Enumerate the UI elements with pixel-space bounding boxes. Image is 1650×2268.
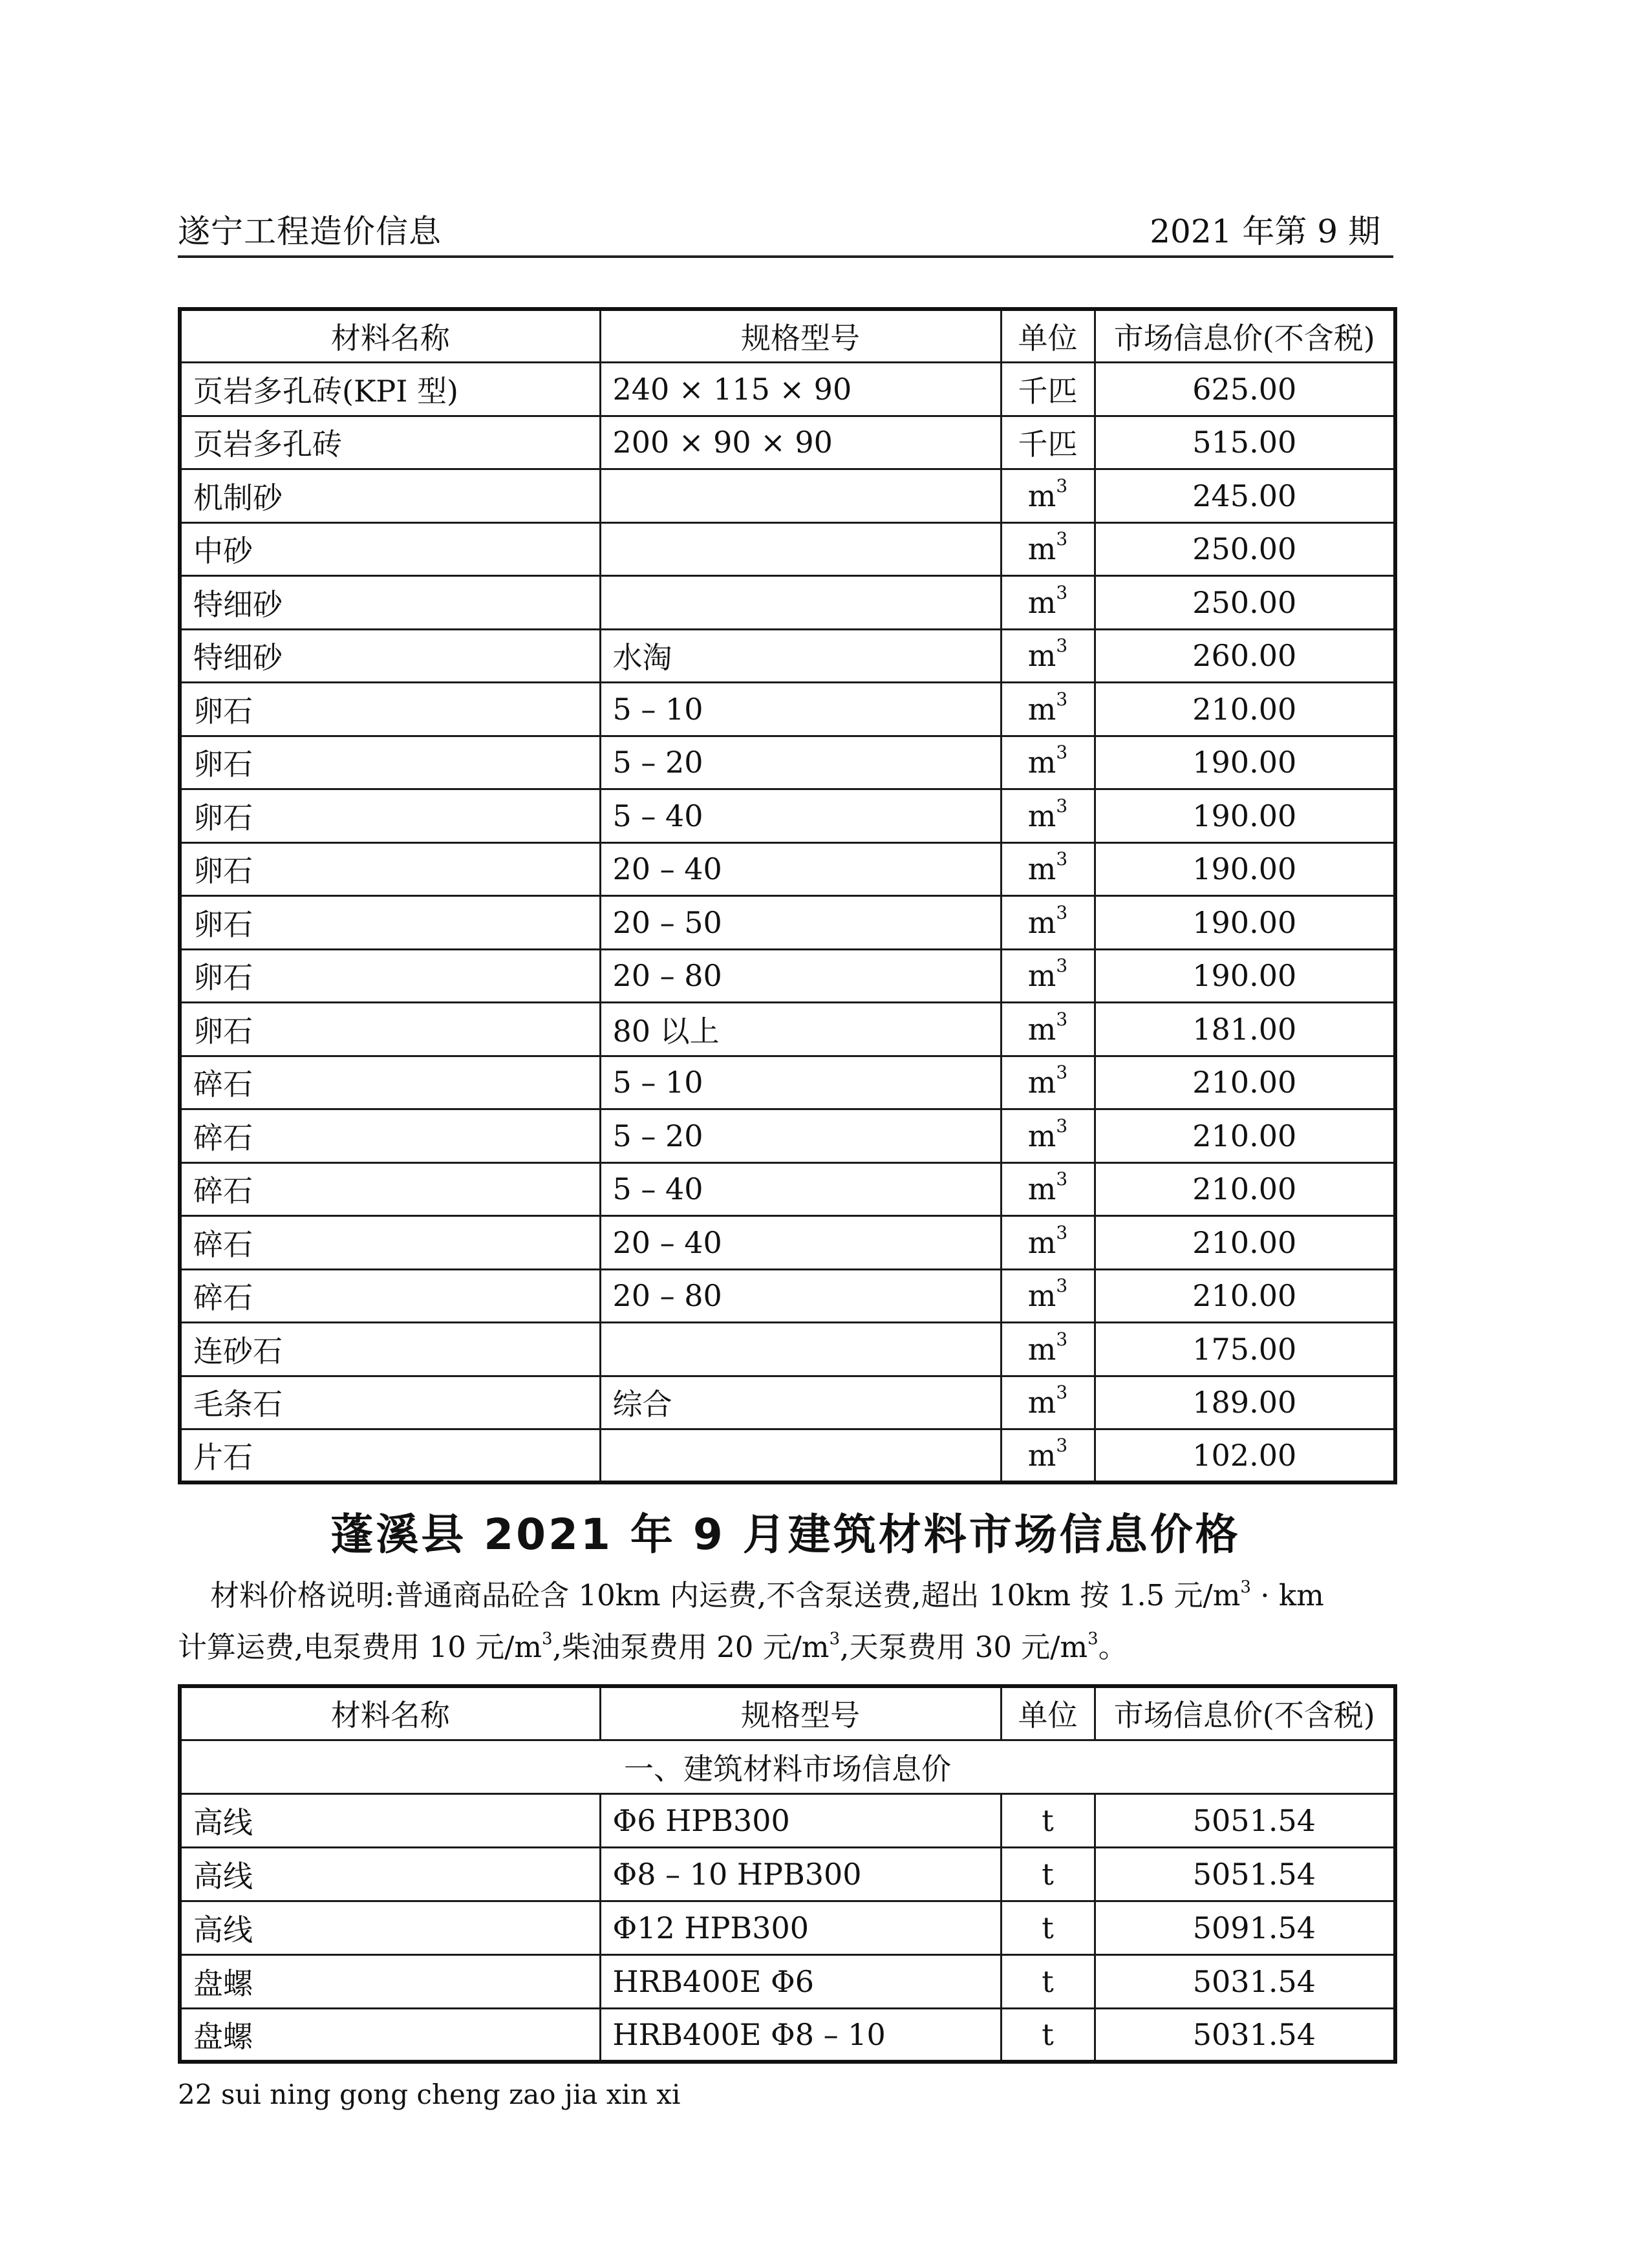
unit-text: m <box>1027 745 1056 780</box>
material-name: 卵石 <box>180 949 600 1003</box>
material-unit <box>1001 629 1095 683</box>
material-name: 碎石 <box>180 1162 600 1216</box>
material-name: 卵石 <box>180 896 600 950</box>
material-unit <box>1001 1323 1095 1376</box>
material-name: 卵石 <box>180 736 600 789</box>
table-row <box>180 789 1395 843</box>
note-line-2 <box>178 1621 1393 1673</box>
material-name: 页岩多孔砖 <box>180 416 600 469</box>
column-header-price: 市场信息价(不含税) <box>1095 309 1395 363</box>
material-unit <box>1001 896 1095 950</box>
market-price: 175.00 <box>1095 1323 1395 1376</box>
material-spec: Φ12 HPB300 <box>600 1901 1001 1954</box>
note-text: 材料价格说明:普通商品砼含 10km 内运费,不含泵送费,超出 10km 按 1.5 元/m <box>210 1578 1241 1612</box>
unit-superscript: 3 <box>1056 848 1068 870</box>
column-header-name: 材料名称 <box>180 1686 600 1740</box>
market-price: 190.00 <box>1095 736 1395 789</box>
material-unit <box>1001 363 1095 416</box>
material-spec: 5 – 40 <box>600 789 1001 843</box>
material-spec: 20 – 50 <box>600 896 1001 950</box>
material-unit: t <box>1001 1793 1095 1847</box>
unit-superscript: 3 <box>1056 635 1068 657</box>
material-name: 高线 <box>180 1793 600 1847</box>
unit-superscript: 3 <box>1056 795 1068 817</box>
note-text: ,柴油泵费用 20 元/m <box>552 1630 830 1664</box>
material-unit <box>1001 416 1095 469</box>
unit-text: 千匹 <box>1018 427 1078 462</box>
unit-superscript: 3 <box>1056 1115 1068 1137</box>
unit-superscript: 3 <box>1056 1008 1068 1030</box>
material-unit: t <box>1001 1847 1095 1901</box>
market-price: 102.00 <box>1095 1429 1395 1483</box>
material-spec: 水淘 <box>600 629 1001 683</box>
material-name: 特细砂 <box>180 629 600 683</box>
material-name: 卵石 <box>180 789 600 843</box>
column-header-unit: 单位 <box>1001 1686 1095 1740</box>
unit-text: m <box>1027 691 1056 727</box>
market-price: 250.00 <box>1095 522 1395 576</box>
material-unit <box>1001 683 1095 736</box>
table-row <box>180 2008 1395 2062</box>
material-spec <box>600 522 1001 576</box>
table-row <box>180 683 1395 736</box>
market-price: 210.00 <box>1095 1056 1395 1109</box>
group-row <box>180 1740 1395 1793</box>
material-spec: 20 – 40 <box>600 842 1001 896</box>
superscript: 3 <box>829 1629 841 1649</box>
page-number: 22 <box>178 2079 213 2110</box>
material-unit <box>1001 1269 1095 1323</box>
table-row <box>180 1216 1395 1270</box>
material-unit <box>1001 1109 1095 1163</box>
material-name: 盘螺 <box>180 2008 600 2062</box>
table-header-row <box>180 1686 1395 1740</box>
superscript: 3 <box>1088 1629 1098 1649</box>
material-unit <box>1001 949 1095 1003</box>
material-name: 碎石 <box>180 1056 600 1109</box>
column-header-name: 材料名称 <box>180 309 600 363</box>
price-table-1 <box>178 307 1397 1484</box>
market-price: 250.00 <box>1095 576 1395 630</box>
unit-superscript: 3 <box>1056 742 1068 764</box>
unit-text: m <box>1027 1385 1056 1420</box>
table-row <box>180 1056 1395 1109</box>
material-spec: 20 – 80 <box>600 949 1001 1003</box>
material-unit <box>1001 1003 1095 1056</box>
table-row <box>180 1429 1395 1483</box>
material-name: 卵石 <box>180 1003 600 1056</box>
unit-superscript: 3 <box>1056 1435 1068 1456</box>
material-name: 高线 <box>180 1901 600 1954</box>
column-header-unit: 单位 <box>1001 309 1095 363</box>
market-price: 190.00 <box>1095 949 1395 1003</box>
material-unit <box>1001 1376 1095 1429</box>
material-name: 片石 <box>180 1429 600 1483</box>
material-spec <box>600 576 1001 630</box>
unit-text: m <box>1027 1278 1056 1314</box>
material-spec <box>600 469 1001 523</box>
price-table-2 <box>178 1684 1397 2064</box>
material-spec: Φ6 HPB300 <box>600 1793 1001 1847</box>
material-name: 毛条石 <box>180 1376 600 1429</box>
unit-text: m <box>1027 798 1056 833</box>
unit-text: m <box>1027 638 1056 674</box>
market-price: 210.00 <box>1095 1109 1395 1163</box>
market-price: 625.00 <box>1095 363 1395 416</box>
material-spec: Φ8 – 10 HPB300 <box>600 1847 1001 1901</box>
unit-text: m <box>1027 1225 1056 1260</box>
unit-text: m <box>1027 1065 1056 1100</box>
unit-text: m <box>1027 851 1056 887</box>
market-price: 210.00 <box>1095 1162 1395 1216</box>
material-unit: t <box>1001 1901 1095 1954</box>
market-price: 190.00 <box>1095 896 1395 950</box>
page-header <box>178 200 1393 258</box>
price-table-1-body <box>180 363 1395 1483</box>
table-row <box>180 416 1395 469</box>
table-row <box>180 1376 1395 1429</box>
group-label: 一、建筑材料市场信息价 <box>180 1740 1395 1793</box>
unit-superscript: 3 <box>1056 1062 1068 1084</box>
page-footer <box>178 2079 680 2110</box>
note-text: · km <box>1250 1578 1324 1612</box>
material-name: 碎石 <box>180 1269 600 1323</box>
unit-text: m <box>1027 531 1056 567</box>
price-note <box>178 1570 1393 1673</box>
material-name: 特细砂 <box>180 576 600 630</box>
unit-superscript: 3 <box>1056 955 1068 977</box>
market-price: 210.00 <box>1095 1269 1395 1323</box>
material-spec: 240 × 115 × 90 <box>600 363 1001 416</box>
table-row <box>180 629 1395 683</box>
material-name: 高线 <box>180 1847 600 1901</box>
footer-pinyin: sui ning gong cheng zao jia xin xi <box>220 2079 681 2110</box>
unit-superscript: 3 <box>1056 528 1068 550</box>
table-row <box>180 1109 1395 1163</box>
table-row <box>180 1323 1395 1376</box>
material-name: 盘螺 <box>180 1954 600 2008</box>
market-price: 210.00 <box>1095 683 1395 736</box>
material-name: 连砂石 <box>180 1323 600 1376</box>
superscript: 3 <box>1240 1578 1251 1597</box>
unit-superscript: 3 <box>1056 1221 1068 1243</box>
market-price: 5051.54 <box>1095 1793 1395 1847</box>
unit-superscript: 3 <box>1056 1275 1068 1297</box>
market-price: 189.00 <box>1095 1376 1395 1429</box>
material-unit: t <box>1001 2008 1095 2062</box>
material-spec: 20 – 40 <box>600 1216 1001 1270</box>
material-spec: 5 – 10 <box>600 683 1001 736</box>
column-header-price: 市场信息价(不含税) <box>1095 1686 1395 1740</box>
table-row <box>180 1793 1395 1847</box>
material-spec: 5 – 20 <box>600 1109 1001 1163</box>
material-spec: HRB400E Φ6 <box>600 1954 1001 2008</box>
market-price: 190.00 <box>1095 842 1395 896</box>
unit-superscript: 3 <box>1056 475 1068 497</box>
note-text: 计算运费,电泵费用 10 元/m <box>178 1630 542 1664</box>
unit-superscript: 3 <box>1056 688 1068 710</box>
market-price: 5091.54 <box>1095 1901 1395 1954</box>
unit-superscript: 3 <box>1056 581 1068 603</box>
unit-text: m <box>1027 1011 1056 1047</box>
material-name: 碎石 <box>180 1109 600 1163</box>
table-header-row <box>180 309 1395 363</box>
material-spec: 5 – 40 <box>600 1162 1001 1216</box>
table-row <box>180 896 1395 950</box>
table-row <box>180 363 1395 416</box>
table-row <box>180 522 1395 576</box>
material-name: 页岩多孔砖(KPI 型) <box>180 363 600 416</box>
material-unit <box>1001 842 1095 896</box>
table-row <box>180 736 1395 789</box>
issue-label: 2021 年第 9 期 <box>1150 213 1380 250</box>
unit-text: m <box>1027 1438 1056 1473</box>
table-row <box>180 949 1395 1003</box>
table-row <box>180 1269 1395 1323</box>
material-unit <box>1001 469 1095 523</box>
market-price: 5051.54 <box>1095 1847 1395 1901</box>
material-spec: HRB400E Φ8 – 10 <box>600 2008 1001 2062</box>
unit-text: m <box>1027 1171 1056 1207</box>
table-row <box>180 842 1395 896</box>
market-price: 245.00 <box>1095 469 1395 523</box>
unit-text: m <box>1027 1118 1056 1153</box>
unit-text: m <box>1027 958 1056 994</box>
superscript: 3 <box>542 1629 553 1649</box>
material-name: 中砂 <box>180 522 600 576</box>
table-row <box>180 1847 1395 1901</box>
material-name: 卵石 <box>180 842 600 896</box>
material-spec: 80 以上 <box>600 1003 1001 1056</box>
material-spec: 200 × 90 × 90 <box>600 416 1001 469</box>
unit-text: m <box>1027 584 1056 620</box>
unit-text: m <box>1027 478 1056 513</box>
market-price: 5031.54 <box>1095 2008 1395 2062</box>
section-title: 蓬溪县 2021 年 9 月建筑材料市场信息价格 <box>330 1510 1241 1559</box>
material-name: 碎石 <box>180 1216 600 1270</box>
material-unit <box>1001 1429 1095 1483</box>
column-header-spec: 规格型号 <box>600 1686 1001 1740</box>
note-text: 。 <box>1098 1630 1128 1664</box>
market-price: 515.00 <box>1095 416 1395 469</box>
material-spec: 5 – 10 <box>600 1056 1001 1109</box>
market-price: 181.00 <box>1095 1003 1395 1056</box>
table-row <box>180 1901 1395 1954</box>
material-unit <box>1001 1216 1095 1270</box>
material-name: 卵石 <box>180 683 600 736</box>
material-spec: 20 – 80 <box>600 1269 1001 1323</box>
material-unit <box>1001 522 1095 576</box>
market-price: 210.00 <box>1095 1216 1395 1270</box>
table-row <box>180 1003 1395 1056</box>
material-unit <box>1001 1162 1095 1216</box>
unit-superscript: 3 <box>1056 1382 1068 1404</box>
material-spec: 综合 <box>600 1376 1001 1429</box>
note-text: ,天泵费用 30 元/m <box>840 1630 1088 1664</box>
market-price: 190.00 <box>1095 789 1395 843</box>
material-unit <box>1001 736 1095 789</box>
price-table-2-body <box>180 1740 1395 2062</box>
unit-superscript: 3 <box>1056 1168 1068 1190</box>
material-name: 机制砂 <box>180 469 600 523</box>
column-header-spec: 规格型号 <box>600 309 1001 363</box>
market-price: 260.00 <box>1095 629 1395 683</box>
material-unit <box>1001 576 1095 630</box>
note-line-1 <box>178 1570 1393 1621</box>
table-row <box>180 1162 1395 1216</box>
material-unit <box>1001 789 1095 843</box>
unit-text: 千匹 <box>1018 373 1078 409</box>
table-row <box>180 1954 1395 2008</box>
material-unit: t <box>1001 1954 1095 2008</box>
unit-text: m <box>1027 1331 1056 1367</box>
material-spec <box>600 1429 1001 1483</box>
unit-text: m <box>1027 904 1056 940</box>
material-spec <box>600 1323 1001 1376</box>
publication-title: 遂宁工程造价信息 <box>178 213 442 250</box>
unit-superscript: 3 <box>1056 1328 1068 1350</box>
material-unit <box>1001 1056 1095 1109</box>
table-row <box>180 469 1395 523</box>
table-row <box>180 576 1395 630</box>
material-spec: 5 – 20 <box>600 736 1001 789</box>
market-price: 5031.54 <box>1095 1954 1395 2008</box>
unit-superscript: 3 <box>1056 901 1068 923</box>
